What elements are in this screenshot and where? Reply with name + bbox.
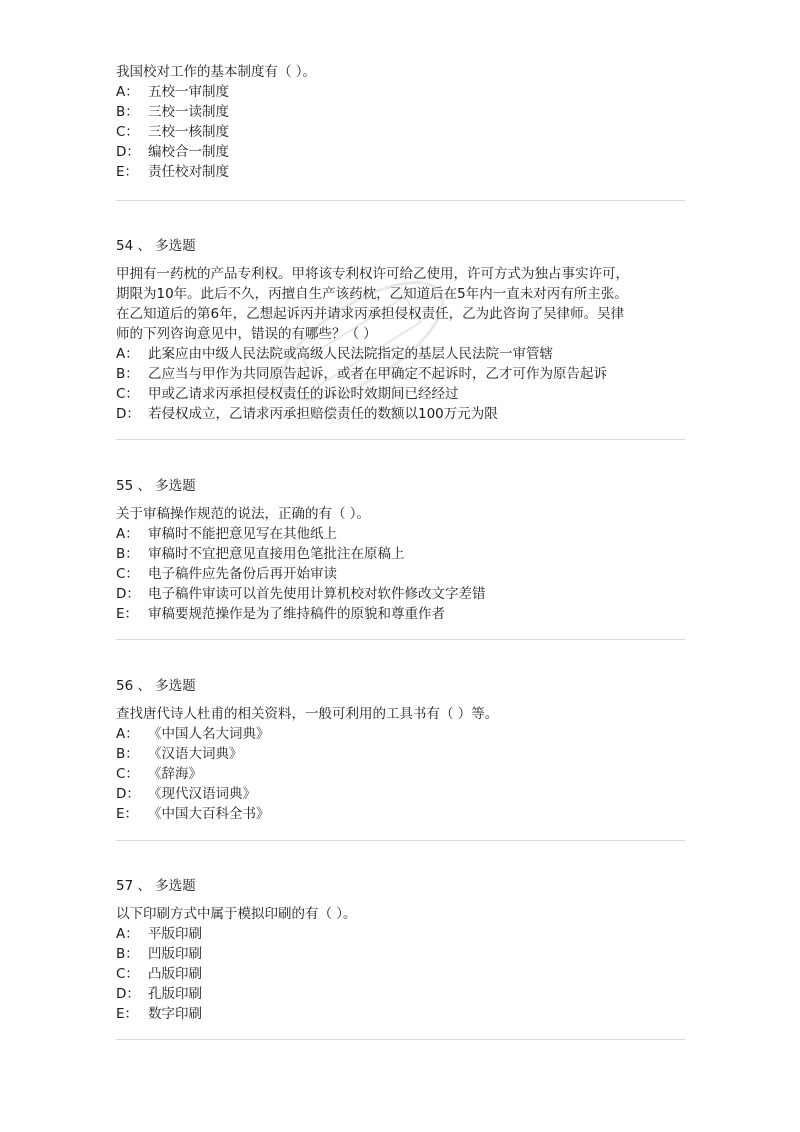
- divider: [116, 840, 685, 841]
- option-d[interactable]: D： 编校合一制度: [116, 144, 229, 160]
- question-header: 54 、 多选题: [116, 238, 196, 254]
- option-e[interactable]: E： 数字印刷: [116, 1006, 202, 1022]
- option-b[interactable]: B： 乙应当与甲作为共同原告起诉，或者在甲确定不起诉时，乙才可作为原告起诉: [116, 366, 607, 382]
- option-d[interactable]: D： 孔版印刷: [116, 986, 202, 1002]
- question-56: [116, 676, 686, 824]
- option-a[interactable]: A： 《中国人名大词典》: [116, 726, 270, 742]
- option-b[interactable]: B： 审稿时不宜把意见直接用色笔批注在原稿上: [116, 546, 405, 562]
- option-b[interactable]: B： 《汉语大词典》: [116, 746, 243, 762]
- question-header: 56 、 多选题: [116, 678, 196, 694]
- option-c[interactable]: C： 三校一核制度: [116, 124, 229, 140]
- option-d[interactable]: D： 《现代汉语词典》: [116, 786, 256, 802]
- question-53: [116, 62, 686, 182]
- option-b[interactable]: B： 凹版印刷: [116, 946, 202, 962]
- option-d[interactable]: D： 若侵权成立，乙请求丙承担赔偿责任的数额以100万元为限: [116, 406, 498, 422]
- divider: [116, 639, 685, 640]
- question-stem-line: 甲拥有一药枕的产品专利权。甲将该专利权许可给乙使用，许可方式为独占事实许可，: [116, 266, 629, 282]
- option-c[interactable]: C： 《辞海》: [116, 766, 202, 782]
- option-b[interactable]: B： 三校一读制度: [116, 104, 229, 120]
- question-stem: 以下印刷方式中属于模拟印刷的有（ ）。: [116, 906, 357, 922]
- question-stem-line: 师的下列咨询意见中，错误的有哪些？（ ）: [116, 326, 377, 342]
- divider: [116, 1039, 685, 1040]
- question-stem-line: 在乙知道后的第6年，乙想起诉丙并请求丙承担侵权责任，乙为此咨询了吴律师。吴律: [116, 306, 625, 322]
- question-57: [116, 876, 686, 1024]
- divider: [116, 200, 685, 201]
- question-header: 57 、 多选题: [116, 878, 196, 894]
- option-a[interactable]: A： 此案应由中级人民法院或高级人民法院指定的基层人民法院一审管辖: [116, 346, 553, 362]
- option-e[interactable]: E： 审稿要规范操作是为了维持稿件的原貌和尊重作者: [116, 606, 445, 622]
- option-a[interactable]: A： 平版印刷: [116, 926, 202, 942]
- question-stem: 我国校对工作的基本制度有（ ）。: [116, 64, 317, 80]
- question-54: [116, 236, 686, 424]
- question-55: [116, 476, 686, 624]
- divider: [116, 439, 685, 440]
- question-stem: 查找唐代诗人杜甫的相关资料，一般可利用的工具书有（ ）等。: [116, 706, 499, 722]
- option-a[interactable]: A： 五校一审制度: [116, 84, 229, 100]
- question-header: 55 、 多选题: [116, 478, 196, 494]
- question-stem: 关于审稿操作规范的说法，正确的有（ ）。: [116, 506, 371, 522]
- option-e[interactable]: E： 责任校对制度: [116, 164, 229, 180]
- option-c[interactable]: C： 电子稿件应先备份后再开始审读: [116, 566, 337, 582]
- option-e[interactable]: E： 《中国大百科全书》: [116, 806, 270, 822]
- question-stem-line: 期限为10年。此后不久，丙擅自生产该药枕，乙知道后在5年内一直未对丙有所主张。: [116, 286, 628, 302]
- option-c[interactable]: C： 甲或乙请求丙承担侵权责任的诉讼时效期间已经经过: [116, 386, 459, 402]
- option-a[interactable]: A： 审稿时不能把意见写在其他纸上: [116, 526, 337, 542]
- option-c[interactable]: C： 凸版印刷: [116, 966, 202, 982]
- option-d[interactable]: D： 电子稿件审读可以首先使用计算机校对软件修改文字差错: [116, 586, 486, 602]
